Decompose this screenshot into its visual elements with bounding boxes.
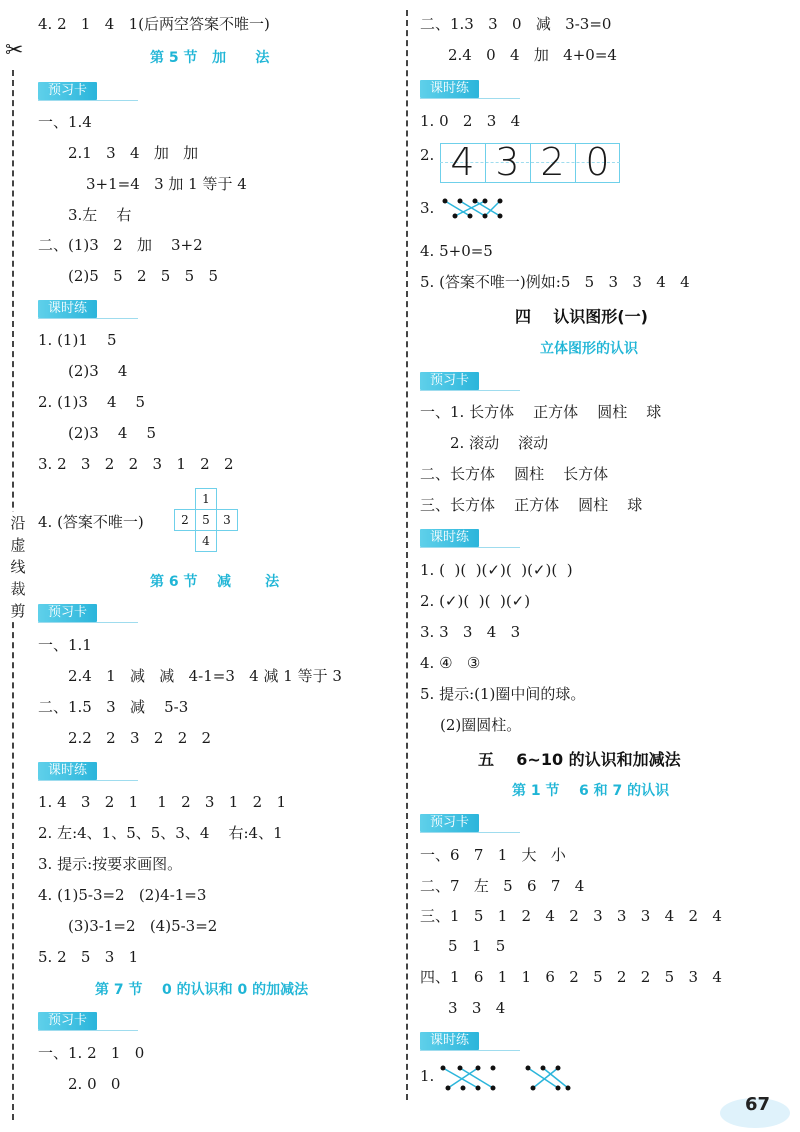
page-number: 67 <box>744 1094 770 1115</box>
answer-line: 1. 0 2 3 4 <box>420 112 521 130</box>
tag-practice: 课时练 <box>38 300 97 318</box>
answer-line: 二、1.5 3 减 5-3 <box>38 698 189 716</box>
tag-practice: 课时练 <box>38 762 97 780</box>
grid-cell: 3 <box>217 510 238 531</box>
answer-line: 1. <box>420 1067 435 1085</box>
answer-line: 3. 3 3 4 3 <box>420 623 521 641</box>
handwritten-digit: 0 <box>585 140 610 184</box>
tag-underline <box>420 1050 520 1051</box>
section-title: 第 7 节 0 的认识和 0 的加减法 <box>95 982 309 998</box>
grid-cell: 2 <box>175 510 196 531</box>
tag-preview: 预习卡 <box>420 372 479 390</box>
answer-line: 4. (1)5-3=2 (2)4-1=3 <box>38 886 207 904</box>
tag-underline <box>420 547 520 548</box>
dot-matching-figure <box>438 1062 578 1094</box>
answer-line: 3. 2 3 2 2 3 1 2 2 <box>38 455 234 473</box>
column-divider <box>406 10 408 1100</box>
answer-line: 2. 0 0 <box>68 1075 121 1093</box>
answer-line: 一、6 7 1 大 小 <box>420 846 566 864</box>
answer-line: (3)3-1=2 (4)5-3=2 <box>68 917 218 935</box>
answer-line: 二、7 左 5 6 7 4 <box>420 877 585 895</box>
answer-line: 3. 提示:按要求画图。 <box>38 855 183 873</box>
grid-cell: 1 <box>196 489 217 510</box>
cut-char: 线 <box>10 558 26 576</box>
answer-line: 1. ( )( )(✓)( )(✓)( ) <box>420 561 573 579</box>
tag-underline <box>38 318 138 319</box>
tag-underline <box>38 622 138 623</box>
answer-line: (2)3 4 <box>68 362 128 380</box>
tag-underline <box>38 1030 138 1031</box>
answer-line: 2. (✓)( )( )(✓) <box>420 592 531 610</box>
answer-line: 2.4 0 4 加 4+0=4 <box>448 46 617 64</box>
answer-line: 二、长方体 圆柱 长方体 <box>420 465 609 483</box>
dot-matching-figure <box>440 196 510 222</box>
answer-line: 4. ④ ③ <box>420 654 481 672</box>
answer-line: 2. 左:4、1、5、5、3、4 右:4、1 <box>38 824 283 842</box>
section-title: 立体图形的认识 <box>540 341 638 357</box>
answer-line: 3+1=4 3 加 1 等于 4 <box>86 175 247 193</box>
section-title: 第 5 节 加 法 <box>150 50 270 66</box>
handwritten-digit: 2 <box>540 140 565 184</box>
answer-line: 3.左 右 <box>68 206 132 224</box>
cut-char: 虚 <box>10 536 26 554</box>
answer-line: 2.4 1 减 减 4-1=3 4 减 1 等于 3 <box>68 667 342 685</box>
answer-line: 4. 2 1 4 1(后两空答案不唯一) <box>38 15 270 33</box>
answer-line: 三、长方体 正方体 圆柱 球 <box>420 496 643 514</box>
answer-line: 一、1. 长方体 正方体 圆柱 球 <box>420 403 662 421</box>
answer-line: 一、1.1 <box>38 636 92 654</box>
tag-underline <box>38 780 138 781</box>
answer-line: 5. 提示:(1)圈中间的球。 <box>420 685 586 703</box>
tag-underline <box>420 832 520 833</box>
writing-grid <box>440 140 620 184</box>
cut-char: 沿 <box>10 514 26 532</box>
chapter-title: 四 认识图形(一) <box>515 307 648 326</box>
answer-line: 三、1 5 1 2 4 2 3 3 3 4 2 4 <box>420 907 722 925</box>
chapter-title: 五 6~10 的认识和加减法 <box>478 750 681 769</box>
tag-preview: 预习卡 <box>38 1012 97 1030</box>
scissors-icon: ✂ <box>5 38 24 63</box>
tag-preview: 预习卡 <box>38 604 97 622</box>
cut-text <box>6 512 30 622</box>
handwritten-digit: 3 <box>495 140 520 184</box>
tag-preview: 预习卡 <box>38 82 97 100</box>
answer-line: 1. 4 3 2 1 1 2 3 1 2 1 <box>38 793 287 811</box>
answer-line: (2)5 5 2 5 5 5 <box>68 267 219 285</box>
answer-line: 四、1 6 1 1 6 2 5 2 2 5 3 4 <box>420 968 722 986</box>
answer-line: 一、1. 2 1 0 <box>38 1044 145 1062</box>
answer-line: (2)3 4 5 <box>68 424 157 442</box>
answer-line: 一、1.4 <box>38 113 92 131</box>
cut-char: 裁 <box>10 580 26 598</box>
number-cross-grid <box>174 488 238 552</box>
tag-underline <box>420 98 520 99</box>
answer-line: 2. (1)3 4 5 <box>38 393 146 411</box>
tag-practice: 课时练 <box>420 80 479 98</box>
grid-cell: 5 <box>196 510 217 531</box>
answer-line: 5. (答案不唯一)例如:5 5 3 3 4 4 <box>420 273 690 291</box>
section-title: 第 1 节 6 和 7 的认识 <box>512 783 670 799</box>
answer-line: 5. 2 5 3 1 <box>38 948 139 966</box>
answer-line: 2.1 3 4 加 加 <box>68 144 199 162</box>
answer-line: 5 1 5 <box>448 937 506 955</box>
answer-line: 3 3 4 <box>448 999 506 1017</box>
answer-line: 2. <box>420 146 435 164</box>
tag-preview: 预习卡 <box>420 814 479 832</box>
answer-line: 1. (1)1 5 <box>38 331 117 349</box>
answer-line: 二、1.3 3 0 减 3-3=0 <box>420 15 612 33</box>
handwritten-digit: 4 <box>450 140 475 184</box>
section-title: 第 6 节 减 法 <box>150 574 280 590</box>
tag-underline <box>420 390 520 391</box>
answer-line: 3. <box>420 199 435 217</box>
answer-line: (2)圈圆柱。 <box>440 716 522 734</box>
cut-char: 剪 <box>10 602 26 620</box>
answer-line: 4. (答案不唯一) <box>38 513 144 531</box>
answer-line: 二、(1)3 2 加 3+2 <box>38 236 203 254</box>
answer-line: 4. 5+0=5 <box>420 242 493 260</box>
tag-underline <box>38 100 138 101</box>
grid-cell: 4 <box>196 531 217 552</box>
answer-line: 2. 滚动 滚动 <box>450 434 549 452</box>
tag-practice: 课时练 <box>420 529 479 547</box>
answer-line: 2.2 2 3 2 2 2 <box>68 729 212 747</box>
tag-practice: 课时练 <box>420 1032 479 1050</box>
